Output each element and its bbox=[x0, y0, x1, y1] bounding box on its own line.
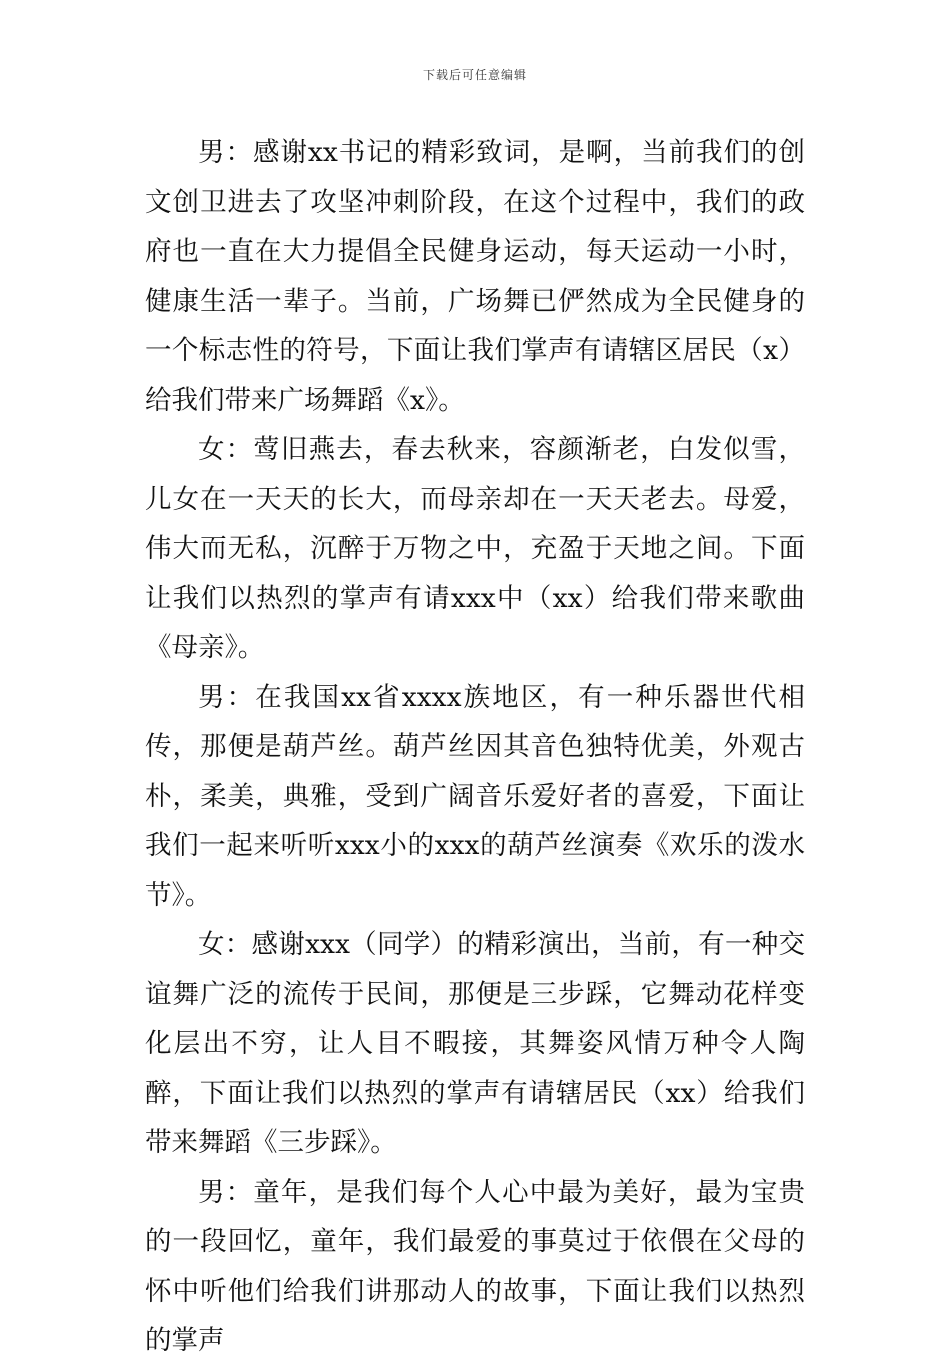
paragraph-4: 女：感谢xxx（同学）的精彩演出，当前，有一种交谊舞广泛的流传于民间，那便是三步踩，它舞动花样变化层出不穷，让人目不暇接，其舞姿风情万种令人陶醉，下面让我们以热烈的掌声有请辖居民（xx）给我们带来舞蹈《三步踩》。 bbox=[145, 929, 805, 1158]
paragraph-1: 男：感谢xx书记的精彩致词，是啊，当前我们的创文创卫进去了攻坚冲刺阶段，在这个过程中，我们的政府也一直在大力提倡全民健身运动，每天运动一小时，健康生活一辈子。当前，广场舞已俨然成为全民健身的一个标志性的符号，下面让我们掌声有请辖区居民（x）给我们带来广场舞蹈《x》。 bbox=[145, 137, 805, 416]
header-note: 下载后可任意编辑 bbox=[422, 68, 527, 82]
paragraph-2: 女：莺旧燕去，春去秋来，容颜渐老，白发似雪，儿女在一天天的长大，而母亲却在一天天老去。母爱，伟大而无私，沉醉于万物之中，充盈于天地之间。下面让我们以热烈的掌声有请xxx中（xx）给我们带来歌曲《母亲》。 bbox=[145, 434, 805, 663]
paragraph-3: 男：在我国xx省xxxx族地区，有一种乐器世代相传，那便是葫芦丝。葫芦丝因其音色独特优美，外观古朴，柔美，典雅，受到广阔音乐爱好者的喜爱，下面让我们一起来听听xxx小的xxx的葫芦丝演奏《欢乐的泼水节》。 bbox=[145, 681, 805, 911]
document-body bbox=[145, 128, 805, 1366]
paragraph-5: 男：童年，是我们每个人心中最为美好，最为宝贵的一段回忆，童年，我们最爱的事莫过于依偎在父母的怀中听他们给我们讲那动人的故事，下面让我们以热烈的掌声 bbox=[145, 1176, 805, 1356]
